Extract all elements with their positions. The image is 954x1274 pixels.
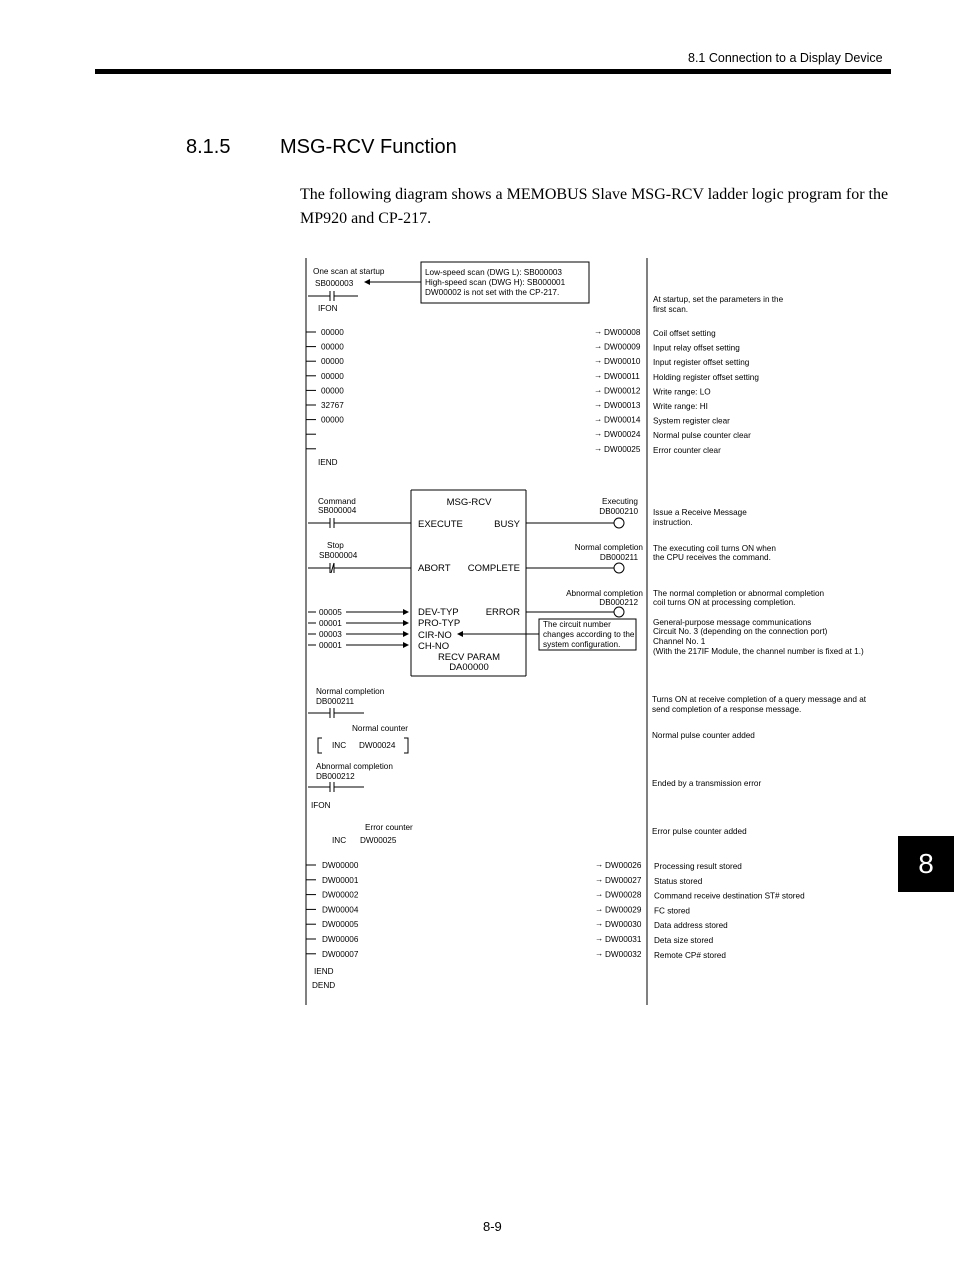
pin-dev-typ: DEV-TYP (418, 607, 459, 618)
row-dest: DW00025 (604, 444, 641, 454)
command-addr: SB000004 (318, 506, 357, 515)
row-dest: DW00026 (605, 861, 642, 870)
error-counter-op: INC (332, 836, 347, 845)
row-arrow: → (594, 385, 603, 395)
input-ch-no: 00001 (319, 641, 342, 650)
ifon-label: IFON (318, 304, 338, 313)
row-source: DW00007 (322, 949, 359, 959)
row-dest: DW00030 (605, 920, 642, 930)
block-comment: coil turns ON at processing completion. (653, 598, 796, 607)
startup-contact: SB000003 (315, 279, 354, 288)
lower-comment: Error pulse counter added (652, 827, 747, 836)
circuit-note-line: system configuration. (543, 640, 621, 649)
section-title: MSG-RCV Function (280, 136, 457, 158)
row-comment: Command receive destination ST# stored (654, 891, 805, 901)
row-arrow: → (594, 356, 603, 366)
move-row (306, 919, 728, 930)
move-row (306, 342, 740, 353)
startup-comment: first scan. (653, 305, 689, 314)
row-source: DW00006 (322, 935, 359, 944)
executing-label: Executing (602, 497, 638, 506)
pin-complete: COMPLETE (467, 563, 520, 574)
row-arrow: → (594, 443, 603, 453)
row-dest: DW00024 (604, 430, 641, 440)
row-comment: System register clear (653, 416, 730, 426)
row-source: 00000 (321, 371, 344, 381)
move-row (306, 429, 751, 440)
row-comment: Remote CP# stored (654, 950, 726, 960)
row-comment: Coil offset setting (653, 329, 716, 338)
move-row (306, 327, 716, 338)
normal-contact-addr: DB000211 (316, 697, 355, 706)
chapter-tab: 8 (898, 836, 954, 892)
lower-comment: Normal pulse counter added (652, 731, 755, 740)
dend-label: DEND (312, 981, 336, 990)
row-arrow: → (595, 919, 604, 929)
block-comment: instruction. (653, 518, 693, 527)
pin-cir-no: CIR-NO (418, 630, 452, 641)
scan-note-line: Low-speed scan (DWG L): SB000003 (425, 268, 562, 277)
abnormal-contact-label: Abnormal completion (316, 762, 393, 771)
row-comment: Normal pulse counter clear (653, 431, 751, 441)
row-dest: DW00008 (604, 328, 641, 337)
row-dest: DW00014 (604, 415, 641, 425)
executing-addr: DB000210 (599, 507, 638, 516)
row-source: DW00005 (322, 920, 359, 930)
pin-busy: BUSY (494, 519, 520, 530)
move-row (306, 371, 759, 382)
move-row (306, 444, 721, 455)
row-source: 00000 (321, 357, 344, 367)
row-arrow: → (594, 327, 603, 336)
block-comment: The executing coil turns ON when (653, 544, 776, 553)
row-arrow: → (594, 370, 603, 380)
normal-contact-label: Normal completion (316, 687, 385, 696)
move-row (306, 890, 805, 901)
row-comment: FC stored (654, 906, 690, 916)
intro-paragraph: The following diagram shows a MEMOBUS Slave MSG-RCV ladder logic program for the MP920 and CP-217. (300, 186, 889, 227)
normal-counter-reg: DW00024 (359, 741, 396, 750)
startup-label: One scan at startup (313, 267, 385, 276)
scan-note-line: High-speed scan (DWG H): SB000001 (425, 278, 566, 287)
pin-ch-no: CH-NO (418, 641, 450, 652)
section-number: 8.1.5 (186, 136, 231, 158)
move-row (306, 904, 690, 915)
header-section-ref: 8.1 Connection to a Display Device (688, 51, 883, 65)
ifon2-label: IFON (311, 801, 331, 810)
move-row (306, 934, 714, 945)
row-arrow: → (594, 400, 603, 409)
row-source: DW00004 (322, 905, 359, 915)
row-dest: DW00011 (604, 371, 640, 381)
row-dest: DW00009 (604, 342, 641, 352)
pin-error: ERROR (485, 607, 520, 618)
row-arrow: → (595, 874, 604, 884)
page-number: 8-9 (483, 1219, 502, 1234)
move-row (306, 949, 726, 960)
move-row (306, 356, 750, 367)
row-dest: DW00029 (605, 905, 642, 915)
normal-counter-op: INC (332, 741, 347, 750)
stop-label: Stop (327, 541, 344, 550)
input-pro-typ: 00001 (319, 619, 342, 628)
row-comment: Error counter clear (653, 445, 721, 455)
row-dest: DW00028 (605, 890, 642, 900)
row-arrow: → (595, 904, 604, 914)
pin-pro-typ: PRO-TYP (418, 618, 461, 629)
input-cir-no: 00003 (319, 630, 342, 639)
row-source: 32767 (321, 401, 344, 410)
stop-addr: SB000004 (319, 551, 358, 560)
iend-label: IEND (318, 458, 338, 467)
startup-comment: At startup, set the parameters in the (653, 295, 784, 304)
row-comment: Write range: HI (653, 402, 708, 411)
row-comment: Processing result stored (654, 862, 742, 871)
row-source: 00000 (321, 342, 344, 352)
block-comment: (With the 217IF Module, the channel number is fixed at 1.) (653, 647, 864, 656)
block-comment: General-purpose message communications (653, 618, 812, 627)
block-comment: Channel No. 1 (653, 637, 706, 646)
iend2-label: IEND (314, 967, 334, 976)
circuit-note-line: The circuit number (543, 620, 611, 629)
row-comment: Input register offset setting (653, 358, 750, 368)
pin-execute: EXECUTE (418, 519, 463, 530)
normal-counter-label: Normal counter (352, 724, 408, 733)
row-arrow: → (594, 429, 603, 439)
row-comment: Status stored (654, 876, 703, 886)
row-arrow: → (595, 889, 604, 899)
scan-note-line: DW00002 is not set with the CP-217. (425, 288, 560, 297)
normal-out-label: Normal completion (574, 543, 643, 552)
row-dest: DW00031 (605, 935, 642, 944)
move-row (306, 415, 730, 426)
row-arrow: → (595, 934, 604, 943)
row-dest: DW00013 (604, 401, 641, 410)
abnormal-out-label: Abnormal completion (566, 589, 643, 598)
input-dev-typ: 00005 (319, 608, 342, 617)
move-row (306, 400, 708, 411)
abnormal-out-addr: DB000212 (599, 598, 638, 607)
init-rows (306, 327, 759, 455)
row-source: DW00000 (322, 861, 359, 870)
block-comment: Circuit No. 3 (depending on the connection port) (653, 627, 828, 636)
block-comment: the CPU receives the command. (653, 553, 771, 562)
row-dest: DW00032 (605, 949, 642, 959)
row-source: DW00001 (322, 875, 359, 885)
row-arrow: → (595, 860, 604, 869)
row-source: 00000 (321, 415, 344, 425)
row-arrow: → (594, 341, 603, 351)
row-comment: Input relay offset setting (653, 343, 740, 353)
row-comment: Data address stored (654, 921, 728, 931)
row-dest: DW00010 (604, 357, 641, 367)
pin-abort: ABORT (418, 563, 451, 574)
row-source: 00000 (321, 328, 344, 337)
block-comment: The normal completion or abnormal completion (653, 589, 825, 598)
block-name: MSG-RCV (446, 497, 492, 508)
row-arrow: → (594, 414, 603, 424)
normal-out-addr: DB000211 (599, 553, 638, 562)
row-comment: Write range: LO (653, 387, 711, 397)
abnormal-contact-addr: DB000212 (316, 772, 355, 781)
lower-comment: Turns ON at receive completion of a query message and at (652, 695, 867, 704)
error-counter-reg: DW00025 (360, 836, 397, 845)
move-row (306, 875, 703, 886)
command-label: Command (318, 497, 356, 506)
row-comment: Holding register offset setting (653, 372, 759, 382)
row-dest: DW00012 (604, 386, 641, 396)
circuit-note-line: changes according to the (543, 630, 635, 639)
row-comment: Deta size stored (654, 936, 714, 945)
lower-comment: Ended by a transmission error (652, 779, 762, 788)
recv-param-addr: DA00000 (449, 662, 489, 673)
row-arrow: → (595, 948, 604, 958)
row-source: 00000 (321, 386, 344, 396)
move-row (306, 860, 742, 871)
recv-param-label: RECV PARAM (437, 652, 501, 663)
row-dest: DW00027 (605, 875, 642, 885)
error-counter-label: Error counter (365, 823, 413, 832)
lower-comment: send completion of a response message. (652, 705, 802, 714)
move-row (306, 385, 711, 396)
row-source: DW00002 (322, 890, 359, 900)
block-comment: Issue a Receive Message (653, 508, 747, 517)
result-rows (306, 860, 805, 960)
